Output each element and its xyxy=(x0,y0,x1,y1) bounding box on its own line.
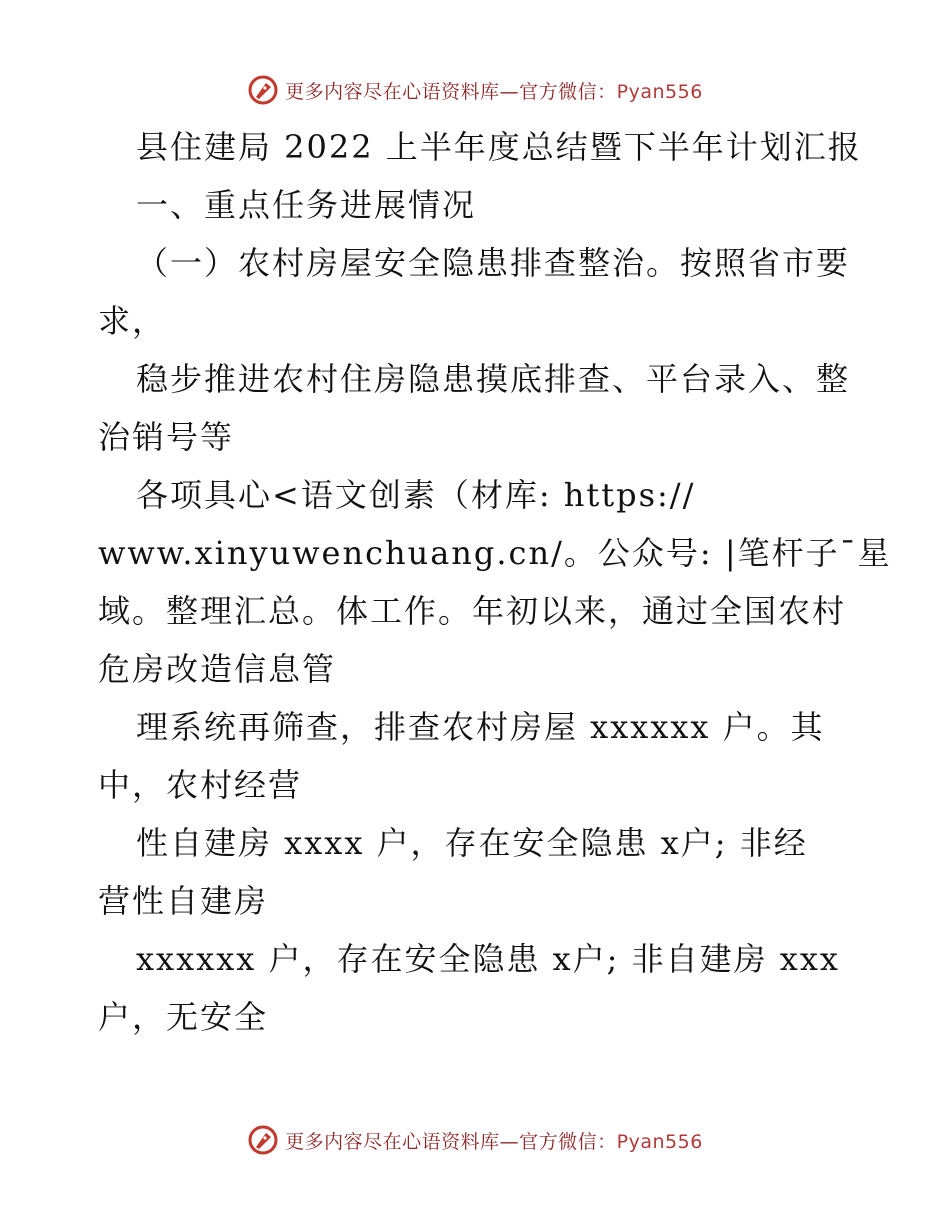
header-banner-text: 更多内容尽在心语资料库—官方微信：Pyan556 xyxy=(285,80,703,103)
paragraph-line: 各项具心<语文创素（材库: https:// xyxy=(136,476,696,514)
paragraph-line: 理系统再筛查，排查农村房屋 xxxxxx 户。其 xyxy=(136,708,825,746)
paragraph-line: 营性自建房 xyxy=(98,882,269,920)
paragraph-line: 中，农村经营 xyxy=(98,766,303,804)
footer-wechat-id: Pyan556 xyxy=(616,1130,703,1153)
header-banner xyxy=(0,70,950,110)
document-title: 县住建局 2022 上半年度总结暨下半年计划汇报 xyxy=(136,128,862,166)
paragraph-line: 治销号等 xyxy=(98,418,235,456)
paragraph-line: 户，无安全 xyxy=(98,998,269,1036)
paragraph-line: （一）农村房屋安全隐患排查整治。按照省市要 xyxy=(136,244,851,282)
paragraph-line: 危房改造信息管 xyxy=(98,650,337,688)
document-body xyxy=(98,118,892,1046)
paragraph-line: www.xinyuwenchuang.cn/。公众号: |笔杆子¯星 xyxy=(98,534,892,572)
footer-banner-text: 更多内容尽在心语资料库—官方微信：Pyan556 xyxy=(285,1130,703,1153)
paragraph-line: 稳步推进农村住房隐患摸底排查、平台录入、整 xyxy=(136,360,851,398)
header-wechat-id: Pyan556 xyxy=(616,80,703,103)
paragraph-line: xxxxxx 户，存在安全隐患 x户; 非自建房 xxx xyxy=(136,940,840,978)
section-heading: 一、重点任务进展情况 xyxy=(136,186,477,224)
footer-banner xyxy=(0,1120,950,1160)
pen-nib-logo-icon xyxy=(247,74,279,106)
pen-nib-logo-icon xyxy=(247,1124,279,1156)
paragraph-line: 性自建房 xxxx 户，存在安全隐患 x户; 非经 xyxy=(136,824,808,862)
paragraph-line: 域。整理汇总。体工作。年初以来，通过全国农村 xyxy=(98,592,847,630)
paragraph-line: 求， xyxy=(98,302,167,340)
